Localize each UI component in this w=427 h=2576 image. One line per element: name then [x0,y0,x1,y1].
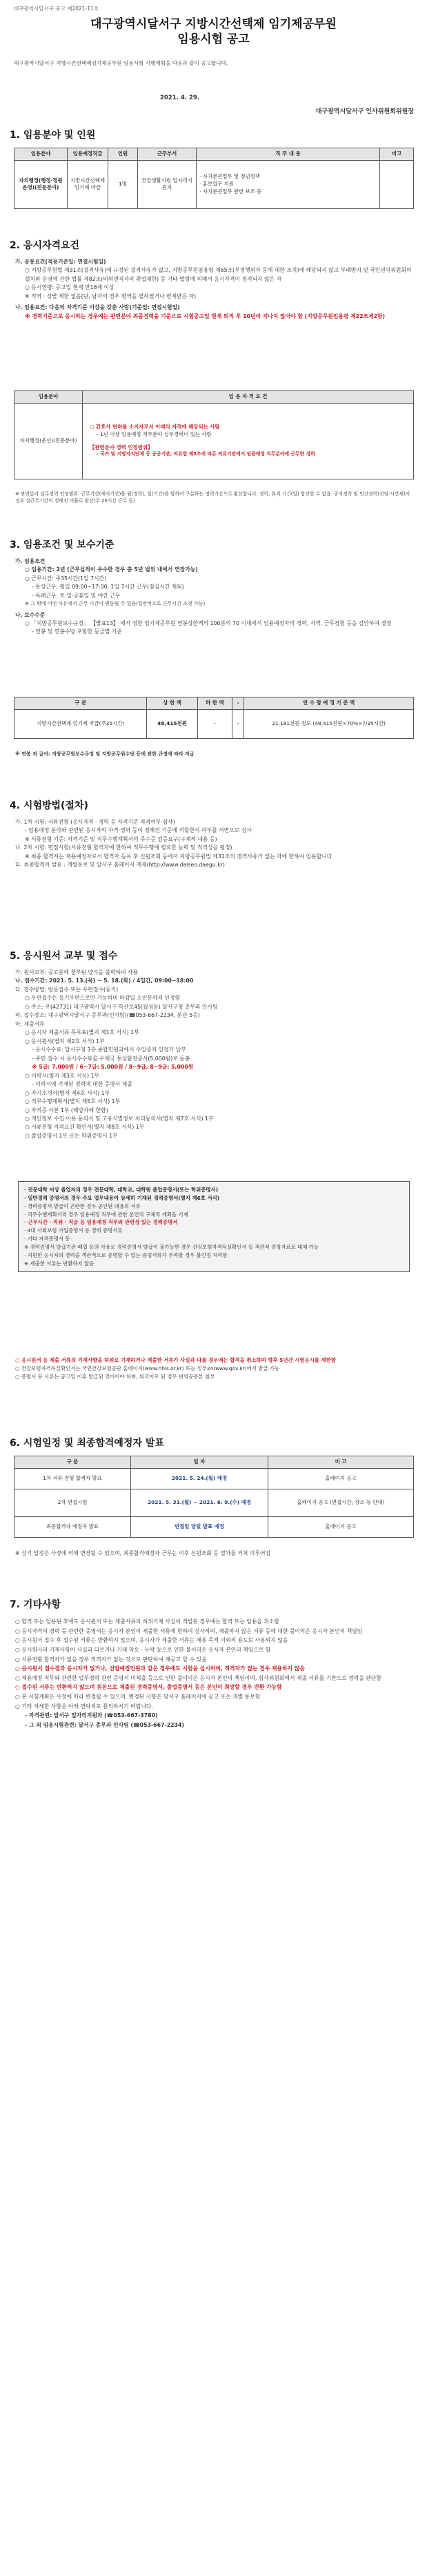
col-pay-max: 상 한 액 [147,697,197,710]
table-row [14,160,414,208]
cell-duties [197,160,380,208]
documents-box [18,1181,410,1272]
pay-note: ※ 연봉 외 급여: 지방공무원보수규정 및 지방공무원수당 등에 관한 규정에 따라 지급 [15,751,195,757]
qualification-table [14,390,414,479]
misc-item: ○ 응시원서의 기재사항이 사실과 다르거나 기재 착오 · 누락 등으로 인한 불이익은 응시자 본인의 책임으로 함 [15,1646,271,1653]
method-item: ※ 서류전형 기준: 자격기준 및 직무수행계획서의 주수준 검증요구(구체적 내용 등) [25,835,217,842]
conditions-head: 가. 임용조건 [15,558,46,564]
section-2-title: 2. 응시자격요건 [10,240,80,251]
section-3-title: 3. 임용조건 및 보수기준 [10,539,115,551]
col-stage: 구 분 [14,1456,131,1469]
misc-item: ○ 합격 또는 임용된 후에도 응시원서 또는 제출서류의 허위기재 사실이 적발된 경우에는 합격 또는 임용을 취소함 [15,1618,279,1625]
cell-req-field: 자치행정(운선)(전문분야) [14,403,83,479]
cell-pay-blank: - [232,709,244,738]
apply-item: - 응시수수료: 달서구청 1층 종합민원과에서 수입증지 인정가 납부 [32,1047,186,1053]
col-remark: 비 고 [268,1456,414,1469]
schedule-header [14,1456,414,1469]
section-5-body [15,969,413,1140]
position-table-header [14,148,414,161]
duty-item: · 자치분권업무 관련 보조 등 [199,188,262,195]
cell-pay-expected: 21,181천원 정도 (48,415천원×70%×7/35시간) [244,709,414,738]
experience-warning: ※ 경력기준으로 응시하는 경우에는 관련분야 최종경력을 기준으로 시험공고일 현재 퇴직 후 10년이 지나지 않아야 함 (지방공무원임용령 제22조제2항) [25,313,386,319]
section-6-title: 6. 시험일정 및 최종합격예정자 발표 [10,1438,164,1449]
warn-item: ○ 증명서 등 서류는 공고일 이후 발급된 것이어야 하며, 외국어로 된 경우 번역공증본 첨부 [15,1373,215,1380]
schedule-note: ※ 상기 일정은 사정에 의해 변경될 수 있으며, 최종합격예정자 근무는 이후 신원조회 등 절차를 거쳐 이루어짐 [15,1550,271,1556]
col-field: 임용분야 [14,148,68,161]
col-pay-expected: 연 수 령 예 정 기 준 액 [244,697,414,710]
section-7-title: 7. 기타사항 [10,1599,61,1610]
apply-item: ※ 5급: 7,000원 / 6~7급: 5,000원 / 8~9급, 8~9급: 5,000원 [32,1064,194,1071]
misc-item: ○ 기타 자세한 사항은 아래 연락처로 문의하시기 바랍니다. [15,1703,153,1710]
apply-item: ○ 개인정보 수집·이용 동의서 및 고유식별정보 처리동의서(별지 제7호 서식) 1부 [25,1115,214,1122]
cell-remark: 홈페이지 공고 [268,1468,414,1489]
table-row [14,1516,414,1537]
apply-item: ○ 직무수행계획서(별지 제5호 서식) 1부 [25,1098,121,1105]
apply-item: 가. 원서교부: 공고문에 첨부된 양식을 출력하여 사용 [15,969,139,975]
misc-item: ○ 응시자격의 경력 등 관련한 증명서는 응시자 본인이 제출한 서류에 한하여 심사하며, 제출하지 않은 서류 등에 대한 불이익은 응시자 본인의 책임임 [15,1627,363,1634]
misc-item: ○ 채용예정 직무와 관련한 업무경력 관련 증명서 미제출 등으로 인한 불이익은 응시자 본인의 책임이며, 심사위원회에서 제출 서류를 기반으로 경력을 판단함 [15,1674,381,1681]
misc-item: ○ 본 시험계획은 사정에 따라 변경될 수 있으며, 변경된 사항은 당서구 홈페이지에 공고 또는 개별 통보함 [15,1694,261,1701]
col-pay-blank: - [232,697,244,710]
doc-item: · 직무수행계획서의 경우 임용예정 직무에 관한 본인의 구체적 계획을 기재 [24,1211,188,1218]
method-item: 나. 2차 시험: 면접시험(서류전형 합격자에 한하여 직무수행에 필요한 능력 및 적격성을 평정) [15,844,232,851]
section-4-body [15,818,413,870]
doc-item: · 경력증명서 발급이 곤란한 경우 공인된 내용의 서류 [24,1202,141,1209]
method-item: 다. 최종합격자 발표 : 개별통보 및 달서구 홈페이지 게재(http://www.dalseo.daegu.kr) [15,862,225,869]
col-note: 비고 [380,148,414,161]
cell-note [380,160,414,208]
condition-item: - 특례근무: 토·일·공휴일 및 야간 근무 [32,592,121,599]
experience-footnote: ※ 관련분야 실무경력 인정범위: 근무기간(재직기간)을 월(경력), 일(기간)을 합하여 구분하는 경력기간으로 환산합니다. 경력, 휴직 기간(일) 합산할 수 없음. 공직경력 및 민간경력(전임·시간제)의 경우 실근무기간의 정해진 비율로 환산(주 20시간 근무 등) [15,491,410,504]
apply-item: ○ 주소: 우(42731) 대구광역시 달서구 학산로45(월성동) 달서구청 총무과 인사팀 [25,1003,218,1010]
warn-item: ○ 응시원서 등 제출 서류의 기재사항을 허위로 기재하거나 제출한 서류가 사실과 다를 경우에는 합격을 취소하며 향후 5년간 시험응시를 제한함 [15,1357,336,1363]
cell-date: 2021. 5. 31.(월) ~ 2021. 6. 9.(수) 예정 [131,1489,268,1516]
cell-pay-max: 48,415천원 [147,709,197,738]
condition-item: ○ 근무시간: 주35시간(1일 7시간) [25,575,107,582]
section-1-title: 1. 임용분야 및 인원 [10,130,96,141]
apply-item: ○ 서류전형 자격요건 확인서(별지 제8호 서식) 1부 [25,1124,145,1131]
page-title-line2: 임용시험 공고 [177,32,250,46]
misc-item: ○ 접수된 서류는 반환하지 않으며 원본으로 제출된 경력증명서, 졸업증명서 등은 본인이 희망할 경우 반환 가능함 [15,1684,282,1691]
apply-item: - 주민 접수 시 응시수수료를 우체국 통상환전증서(5,000원)로 동봉 [32,1055,190,1062]
pay-item: - 연봉 및 연봉수당 포함한 등급별 기준 [32,628,122,635]
apply-item: ○ 자기소개서(별지 제4호 서식) 1부 [25,1089,110,1096]
apply-item: ○ 자격증 사본 1부 (해당자에 한함) [25,1107,108,1113]
req-item: - 국가 및 지방자치단체 등 공공기관, 의료법 제3조에 따른 의료기관에서 임용예정 직무분야에 근무한 경력 [97,451,315,457]
cell-dept: 건강생활지원 일자리지원과 [138,160,197,208]
duty-item: · 홍보업무 지원 [199,180,234,187]
apply-item: ○ 이력서(별지 제3호 서식) 1부 [25,1072,100,1079]
section-7-body [15,1617,413,1730]
doc-item: ※ 제출한 서류는 반환하지 않음 [24,1260,95,1267]
pay-item: ○ 「지방공무원보수규정」 【별표13】 에서 정한 임기제공무원 연봉상한액의 100분의 70 이내에서 임용예정자의 경력, 자격, 근무경험 등을 감안하여 결정 [25,620,392,626]
doc-item: · 근무시간 · 직위 · 직급 등 임용예정 직무와 관련성 있는 경력증명서 [24,1219,178,1226]
cell-date: 면접일 당일 발표 예정 [131,1516,268,1537]
req-item: ○ 간호사 면허를 소지자로서 아래의 자격에 해당되는 사람 [90,424,220,430]
apply-item: ○ 우편접수는 등기우편으로만 가능하며 마감일 소인분까지 인정함 [25,995,181,1002]
issuer: 대구광역시달서구 인사위원회위원장 [315,108,414,115]
col-req-field: 임용분야 [14,391,83,404]
method-item: 가. 1차 시험: 서류전형 (응시자격 · 경력 등 자격기준 적격여부 심사) [15,819,175,825]
section-5-title: 5. 응시원서 교부 및 접수 [10,951,118,962]
cell-remark: 홈페이지 공고 [268,1516,414,1537]
common-req-head: 가. 공통요건(적용기준일: 면접시험일) [15,259,106,265]
col-dept: 근무부서 [138,148,197,161]
col-pay-min: 하 한 액 [197,697,232,710]
condition-item: - 통상근무: 평일 09:00~17:00, 1일 7시간 근무(점심시간 제외) [32,584,184,591]
col-pay-type: 구 분 [14,697,147,710]
cell-field: 자치행정(행정·정원운영)(전문분야) [14,160,68,208]
col-date: 일 자 [131,1456,268,1469]
table-row [14,709,414,738]
condition-item: ○ 임용기간: 2년 (근무실적이 우수한 경우 총 5년 범위 내에서 연장가능) [25,566,198,573]
table-row [14,403,414,479]
position-table [14,148,414,209]
doc-item: · 지원한 응시자의 경력을 객관적으로 증명할 수 있는 증빙서류가 부족할 경우 불인정 처리함 [24,1251,228,1258]
contact-item: - 자격관련: 달서구 일자리지원과 (☎053-667-3780) [25,1712,158,1719]
apply-item: 나. 접수기간: 2021. 5. 13.(목) ~ 5. 18.(화) / 4일간, 09:00~18:00 [15,978,194,984]
qualification-header [14,391,414,404]
apply-item: ○ 응시자 제출서류 목록표(별지 제1호 서식) 1부 [25,1029,139,1036]
doc-item: · 4대 사회보험 가입증명서 등 경력 증명서류 [24,1227,123,1234]
misc-item: ○ 응시원서 접수 후 접수된 서류는 반환하지 않으며, 응시자가 제출한 서류는 채용 목적 이외의 용도로 사용되지 않음 [15,1637,288,1644]
common-req-item: ○ 지방공무원법 제31조(결격사유)에 규정된 결격사유가 없고, 지방공무원임용령 제65조(부정행위자 등에 대한 조치)에 해당되지 않고 부패방지 및 국민권익위원회의 설치와 운영에 관한 법률 제82조(비위면직자의 취업제한) 등 기타 법령에 의해서 응시자격이 정지되지 않은 자 [25,267,412,282]
apply-warnings [15,1356,413,1381]
pay-head: 나. 보수수준 [15,611,46,618]
cell-stage: 1차 서류 전형 합격자 발표 [14,1468,131,1489]
cell-stage: 2차 면접시험 [14,1489,131,1516]
table-row [14,1489,414,1516]
common-req-item: ○ 응시연령: 공고일 현재 만18세 이상 [25,284,115,291]
condition-item: ※ 그 밖에 어떤 사유에서 근무 시간이 변동될 수 있음(일반적으로 근무시간 조정 가능) [25,601,206,607]
cell-pay-min: - [197,709,232,738]
cell-remark: 홈페이지 공고 (면접시간, 장소 등 안내) [268,1489,414,1516]
contact-item: - 그 외 임용시험관련: 달서구 총무과 인사팀 (☎053-667-2234) [25,1722,184,1729]
notice-date: 2021. 4. 29. [160,95,200,101]
apply-item: 다. 접수방법: 방문접수 또는 우편접수(등기) [15,986,119,993]
cell-count: 1명 [108,160,138,208]
cell-date: 2021. 5. 24.(월) 예정 [131,1468,268,1489]
req-item: 【관련분야 경력 인정범위】 [90,444,153,450]
doc-item: · 전문대학 이상 졸업자의 경우 전문대학, 대학교, 대학원 졸업증명서(또는 학위증명서) [24,1187,219,1193]
common-req-item: ※ 직역 · 성별 제한 없음(단, 남자의 경우 병역을 필하였거나 면제받은 자) [25,293,197,299]
cell-pay-type: 지방시간선택제 임기제 마급(주35시간) [14,709,147,738]
pay-table [14,697,414,739]
notice-number: 대구광역시달서구 공고 제2021-11호 [14,6,99,12]
pay-table-header [14,697,414,710]
section-4-title: 4. 시험방법(절차) [10,800,88,811]
apply-item: 라. 접수장소: 대구광역시달서구 총무과(인사팀)(☎053-667-2234, 본관 5층) [15,1012,200,1019]
apply-item: ○ 응시원서(별지 제2호 서식) 1부 [25,1038,105,1044]
doc-item: · 기타 자격증명서 등 [24,1236,70,1242]
apply-item: - 이력서에 기재된 경력에 대한 증명서 제출 [32,1081,132,1088]
method-item: - 임용예정 분야와 관련된 응시자의 자격·경력 등이 정해진 기준에 적합한지 여부를 서면으로 심사 [25,827,252,834]
method-item: ※ 최종 합격자는 채용예정자로서 합격자 등록 후 신원조회 등에서 지방공무원법 제31조의 결격사유가 없는 자에 한하여 임용합니다 [25,853,332,860]
req-item: - 1년 이상 임용예정 직무분야 실무경력이 있는 사람 [97,430,212,437]
cell-stage: 최종합격자 예정자 발표 [14,1516,131,1537]
col-grade: 임용예정직급 [68,148,108,161]
col-duties: 직 무 내 용 [197,148,380,161]
appointment-req-head: 나. 임용요건: 다음의 자격기준 이상을 갖춘 사람(기준일: 면접시험일) [15,304,180,311]
table-row [14,1468,414,1489]
page-title-line1: 대구광역시달서구 지방시간선택제 임기제공무원 [90,17,337,31]
cell-req-detail [83,403,414,479]
warn-item: ○ 건강보험자격득실확인서는 국민건강보험공단 홈페이지(www.nhis.or.kr) 또는 정부24(www.gov.kr)에서 발급 가능 [15,1365,280,1371]
section-3-conditions [15,557,413,637]
apply-item: 마. 제출서류 [15,1020,45,1027]
intro-text: 대구광역시달서구 지방시간선택제임기제공무원 임용시험 시행계획을 다음과 같이 공고합니다. [14,60,228,66]
apply-item: ○ 졸업증명서 1부 또는 학위증명서 1부 [25,1132,118,1139]
misc-item: ○ 응시원서 접수결과 응시자가 없거나, 선발예정인원과 같은 경우에도 시험을 실시하며, 적격자가 없는 경우 채용하지 않음 [15,1665,305,1672]
col-req-detail: 임 용 자 격 요 건 [83,391,414,404]
schedule-table [14,1456,414,1538]
doc-item: · 일반경력 증명서의 경우 주요 업무내용이 상세히 기재된 경력증명서(별지 제6호 서식) [24,1194,220,1201]
section-2-common [15,258,413,321]
duty-item: · 자치분권업무 및 청년정책 [199,173,260,180]
doc-item: ※ 경력증명서 발급기관 폐업 등의 사유로 경력증명서 발급이 불가능한 경우 건강보험자격득실확인서 등 객관적 증빙자료로 대체 가능 [24,1243,319,1250]
misc-item: ○ 서류전형 합격자가 없을 경우 적격자가 없는 것으로 판단하여 재공고 할 수 있음 [15,1656,207,1663]
col-count: 인원 [108,148,138,161]
cell-grade: 지방시간선택제 임기제 마급 [68,160,108,208]
